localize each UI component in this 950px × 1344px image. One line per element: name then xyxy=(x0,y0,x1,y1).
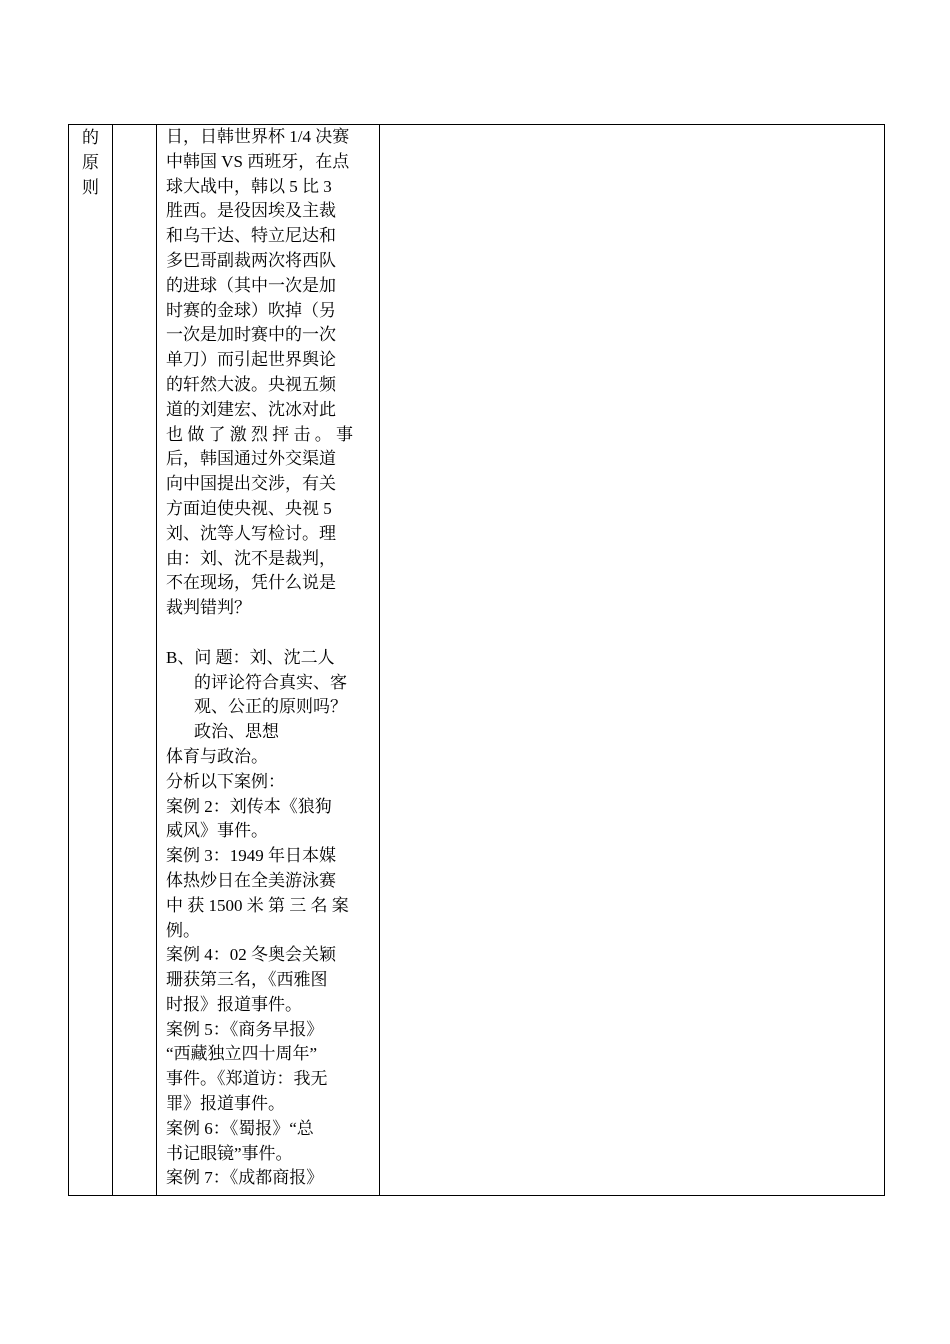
lesson-table xyxy=(68,124,885,1196)
text-line: 例。 xyxy=(166,920,200,940)
blank-line xyxy=(166,621,371,646)
text-line: 体热炒日在全美游泳赛 xyxy=(166,870,336,890)
text-line: 中韩国 VS 西班牙，在点 xyxy=(166,151,350,171)
topic-cell xyxy=(69,125,113,1196)
text-line: 书记眼镜”事件。 xyxy=(166,1143,293,1163)
text-line: 多巴哥副裁两次将西队 xyxy=(166,250,336,270)
text-line: 事件。《郑道访：我无 xyxy=(166,1069,328,1089)
text-line: 球大战中，韩以 5 比 3 xyxy=(166,176,332,196)
topic-char: 原 xyxy=(82,153,99,172)
content-cell xyxy=(157,125,380,1196)
text-line: 案例 4：02 冬奥会关颖 xyxy=(166,945,336,965)
text-line: 不在现场，凭什么说是 xyxy=(166,573,336,593)
topic-char: 则 xyxy=(82,178,99,197)
text-line: 日，日韩世界杯 1/4 决赛 xyxy=(166,127,350,146)
text-line: 时赛的金球）吹掉（另 xyxy=(166,300,336,320)
text-line: 道的刘建宏、沈冰对此 xyxy=(166,399,336,419)
text-line: 由：刘、沈不是裁判， xyxy=(166,548,336,568)
text-line: 的进球（其中一次是加 xyxy=(166,275,336,295)
text-line: 方面迫使央视、央视 5 xyxy=(166,498,332,518)
question-line: B、问 题：刘、沈二人 xyxy=(166,647,335,667)
text-line: 一次是加时赛中的一次 xyxy=(166,325,336,345)
empty-cell xyxy=(380,125,885,1196)
topic-char: 的 xyxy=(82,128,99,147)
text-line: 分析以下案例： xyxy=(166,771,285,791)
text-line: 的轩然大波。央视五频 xyxy=(166,374,336,394)
text-line: 案例 5：《商务早报》 xyxy=(166,1019,324,1039)
text-line: “西藏独立四十周年” xyxy=(166,1044,318,1064)
text-line: 裁判错判？ xyxy=(166,598,251,618)
empty-cell xyxy=(113,125,157,1196)
text-line: 罪》报道事件。 xyxy=(166,1094,285,1114)
question-line: 的评论符合真实、客 xyxy=(194,672,347,692)
question-line: 观、公正的原则吗？ xyxy=(194,697,347,717)
text-line: 珊获第三名，《西雅图 xyxy=(166,970,328,990)
question-line: 政治、思想 xyxy=(194,722,279,742)
text-line: 也 做 了 激 烈 抨 击 。 事 xyxy=(166,424,353,444)
text-line: 时报》报道事件。 xyxy=(166,994,302,1014)
text-line: 体育与政治。 xyxy=(166,746,268,766)
text-line: 单刀）而引起世界舆论 xyxy=(166,350,336,370)
text-line: 案例 2：刘传本《狼狗 xyxy=(166,796,332,816)
text-line: 中 获 1500 米 第 三 名 案 xyxy=(166,895,349,915)
text-line: 和乌干达、特立尼达和 xyxy=(166,226,336,246)
text-line: 案例 6：《蜀报》“总 xyxy=(166,1118,314,1138)
text-line: 后，韩国通过外交渠道 xyxy=(166,449,336,469)
topic-vertical-text xyxy=(69,125,112,200)
case-content xyxy=(157,125,379,1191)
text-line: 胜西。是役因埃及主裁 xyxy=(166,201,336,221)
text-line: 案例 3：1949 年日本媒 xyxy=(166,846,336,866)
text-line: 向中国提出交涉，有关 xyxy=(166,474,336,494)
text-line: 刘、沈等人写检讨。理 xyxy=(166,523,336,543)
text-line: 威风》事件。 xyxy=(166,821,268,841)
text-line: 案例 7：《成都商报》 xyxy=(166,1168,324,1188)
table-row xyxy=(69,125,885,1196)
